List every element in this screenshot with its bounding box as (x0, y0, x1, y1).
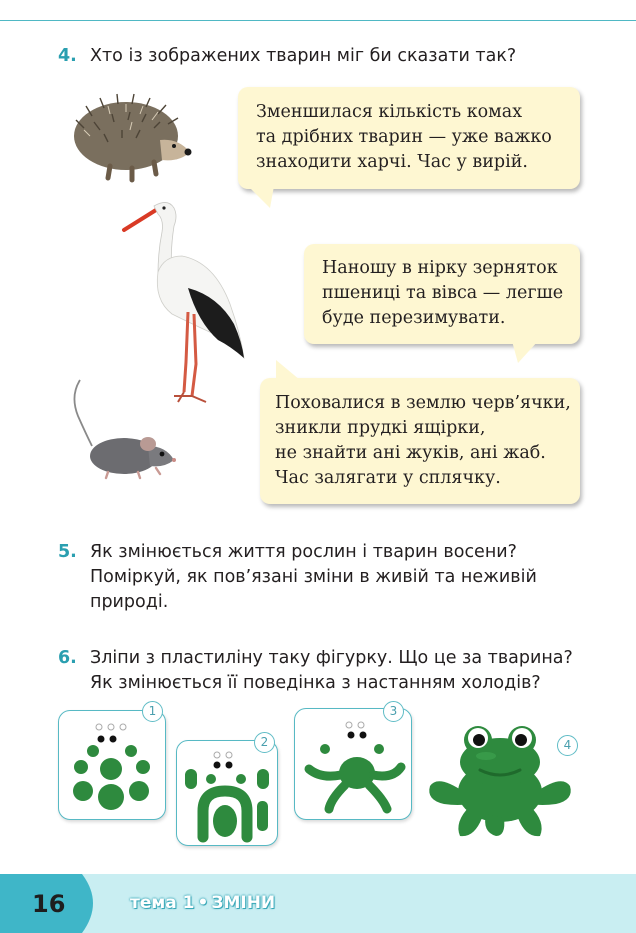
bubble-line: знаходити харчі. Час у вирій. (256, 152, 528, 172)
topic-label (130, 893, 275, 913)
plasticine-pieces (295, 709, 411, 819)
topic-name: ЗМІНИ (211, 893, 276, 913)
bubble-line: Поховалися в землю черв’ячки, (275, 393, 571, 413)
step-badge-4: 4 (557, 735, 578, 756)
page-number: 16 (32, 890, 66, 918)
step-badge-3: 3 (383, 701, 404, 722)
bubble-line: Наношу в нірку зерняток (322, 258, 558, 278)
plasticine-pieces (177, 741, 277, 845)
bubble-tail (272, 360, 302, 382)
topic-prefix: тема 1 (130, 893, 195, 913)
bubble-line: Час залягати у сплячку. (275, 468, 501, 488)
top-rule (0, 0, 636, 21)
task-line: природі. (90, 592, 169, 612)
hedgehog-picture (70, 92, 195, 184)
speech-bubble-3 (260, 378, 580, 504)
plasticine-pieces (59, 711, 165, 819)
speech-bubble-1 (238, 87, 580, 189)
bubble-line: буде перезимувати. (322, 308, 506, 328)
bubble-line: Зменшилася кількість комах (256, 102, 523, 122)
task-number: 4. (58, 46, 77, 66)
task-line: Зліпи з пластиліну таку фігурку. Що це за тварина? (90, 648, 573, 668)
task-line: Хто із зображених тварин міг би сказати так? (90, 46, 517, 66)
task-question (90, 540, 537, 615)
bubble-tail (512, 341, 540, 365)
task-line: Поміркуй, як пов’язані зміни в живій та неживій (90, 567, 537, 587)
step-card-3 (294, 708, 412, 820)
step-card-1 (58, 710, 166, 820)
bubble-line: пшениці та вівса — легше (322, 283, 564, 303)
step-badge-1: 1 (142, 701, 163, 722)
bubble-line: не знайти ані жуків, ані жаб. (275, 443, 546, 463)
bubble-line: та дрібних тварин — уже важко (256, 127, 552, 147)
topic-separator: • (197, 893, 209, 913)
task-number: 6. (58, 648, 77, 668)
task-line: Як змінюється життя рослин і тварин восени? (90, 542, 517, 562)
task-number: 5. (58, 542, 77, 562)
task-line: Як змінюється її поведінка з настанням холодів? (90, 673, 541, 693)
step-badge-2: 2 (254, 732, 275, 753)
step-card-2 (176, 740, 278, 846)
task-question (90, 44, 516, 69)
plasticine-frog (424, 714, 576, 840)
task-question (90, 646, 573, 696)
bubble-tail (248, 186, 276, 210)
speech-bubble-2 (304, 244, 580, 344)
bubble-line: зникли прудкі ящірки, (275, 418, 486, 438)
mouse-picture (68, 376, 180, 482)
